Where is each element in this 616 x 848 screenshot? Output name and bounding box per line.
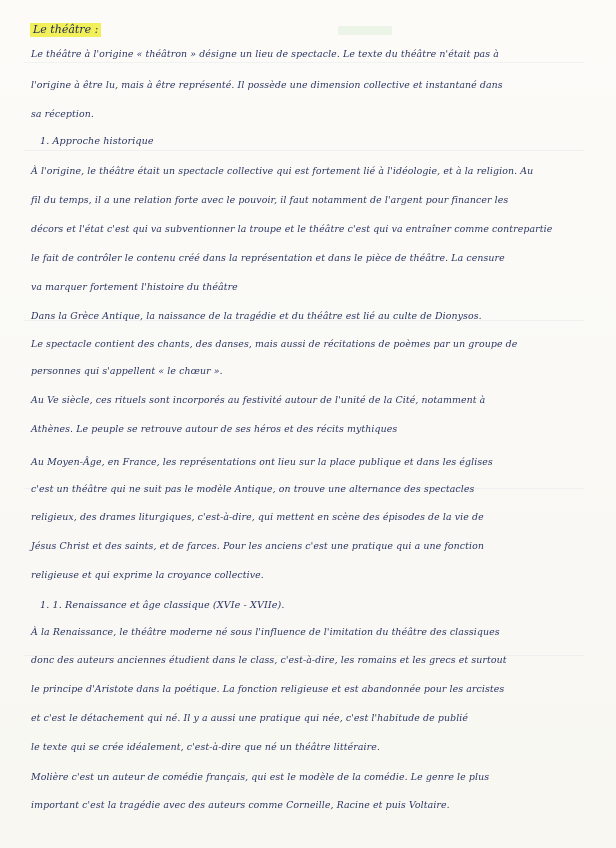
section-heading: 1. Approche historique (40, 136, 154, 147)
text-line: va marquer fortement l'histoire du théâtre (31, 282, 238, 293)
text-line: personnes qui s'appellent « le chœur ». (31, 366, 223, 377)
text-line: À l'origine, le théâtre était un spectacle collective qui est fortement lié à l'idéologie, et à la religion. Au (31, 166, 534, 177)
text-line: le texte qui se crée idéalement, c'est-à-dire que né un théâtre littéraire. (31, 742, 380, 753)
text-line: et c'est le détachement qui né. Il y a aussi une pratique qui née, c'est l'habitude de publié (31, 713, 469, 724)
text-line: Le spectacle contient des chants, des danses, mais aussi de récitations de poèmes par un groupe de (31, 339, 518, 350)
text-line: sa réception. (31, 109, 94, 120)
text-line: Au Ve siècle, ces rituels sont incorporés au festivité autour de l'unité de la Cité, notamment à (31, 395, 486, 406)
text-line: Athènes. Le peuple se retrouve autour de ses héros et des récits mythiques (31, 424, 398, 435)
faint-rule (24, 150, 584, 151)
green-smudge (338, 26, 392, 35)
text-line: religieuse et qui exprime la croyance collective. (31, 570, 264, 581)
text-line: c'est un théâtre qui ne suit pas le modèle Antique, on trouve une alternance des spectacles (31, 484, 475, 495)
text-line: l'origine à être lu, mais à être représenté. Il possède une dimension collective et instantané dans (31, 80, 503, 91)
text-line: fil du temps, il a une relation forte avec le pouvoir, il faut notamment de l'argent pour financer les (31, 195, 509, 206)
text-line: Au Moyen-Âge, en France, les représentations ont lieu sur la place publique et dans les églises (31, 457, 493, 468)
text-line: Dans la Grèce Antique, la naissance de la tragédie et du théâtre est lié au culte de Dionysos. (31, 311, 482, 322)
text-line: le principe d'Aristote dans la poétique. La fonction religieuse et est abandonnée pour les arcistes (31, 684, 505, 695)
text-line: important c'est la tragédie avec des auteurs comme Corneille, Racine et puis Voltaire. (31, 800, 450, 811)
text-line: Le théâtre à l'origine « théâtron » désigne un lieu de spectacle. Le texte du théâtre n'était pas à (31, 49, 499, 60)
faint-rule (24, 62, 584, 63)
text-line: le fait de contrôler le contenu créé dans la représentation et dans le pièce de théâtre. La censure (31, 253, 505, 264)
text-line: religieux, des drames liturgiques, c'est-à-dire, qui mettent en scène des épisodes de la vie de (31, 512, 484, 523)
text-line: donc des auteurs anciennes étudient dans le class, c'est-à-dire, les romains et les grecs et surtout (31, 655, 507, 666)
section-heading: 1. 1. Renaissance et âge classique (XVIe - XVIIe). (40, 600, 285, 611)
text-line: À la Renaissance, le théâtre moderne né sous l'influence de l'imitation du théâtre des classiques (31, 627, 500, 638)
text-line: Jésus Christ et des saints, et de farces. Pour les anciens c'est une pratique qui a une fonction (31, 541, 484, 552)
text-line: Molière c'est un auteur de comédie français, qui est le modèle de la comédie. Le genre le plus (31, 772, 490, 783)
page-title: Le théâtre : (30, 23, 101, 37)
text-line: décors et l'état c'est qui va subventionner la troupe et le théâtre c'est qui va entraîner comme contrepartie (31, 224, 553, 235)
